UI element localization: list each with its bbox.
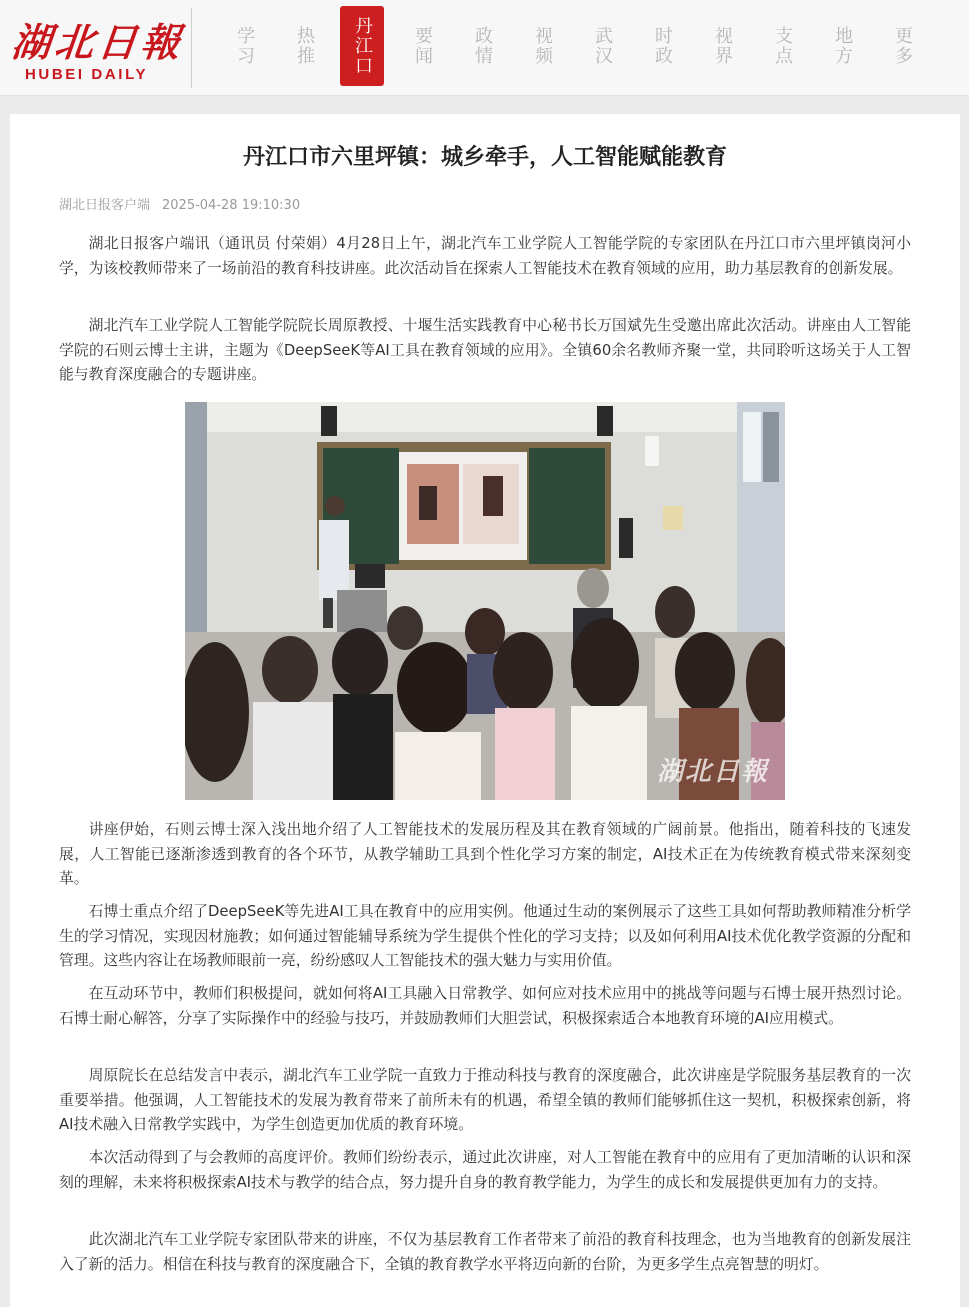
article-paragraph: 讲座伊始，石则云博士深入浅出地介绍了人工智能技术的发展历程及其在教育领域的广阔前景。他指出，随着科技的飞速发展，人工智能已逐渐渗透到教育的各个环节，从教学辅助工具到个性化学习方案的制定，AI技术正在为传统教育模式带来深刻变革。 xyxy=(59,821,911,888)
article-paragraph: 湖北汽车工业学院人工智能学院院长周原教授、十堰生活实践教育中心秘书长万国斌先生受邀出席此次活动。讲座由人工智能学院的石则云博士主讲，主题为《DeepSeeK等AI工具在教育领域的应用》。全镇60余名教师齐聚一堂，共同聆听这场关于人工智能与教育深度融合的专题讲座。 xyxy=(59,317,911,384)
nav-label: 支点 xyxy=(772,26,793,66)
article-meta xyxy=(59,194,300,213)
article-paragraph: 此次湖北汽车工业学院专家团队带来的讲座，不仅为基层教育工作者带来了前沿的教育科技理念，也为当地教育的创新发展注入了新的活力。相信在科技与教育的深度融合下，全镇的教育教学水平将迈向新的台阶，为更多学生点亮智慧的明灯。 xyxy=(59,1231,911,1273)
article-card xyxy=(10,114,960,1307)
article-paragraph: 在互动环节中，教师们积极提问，就如何将AI工具融入日常教学、如何应对技术应用中的挑战等问题与石博士展开热烈讨论。石博士耐心解答，分享了实际操作中的经验与技巧，并鼓励教师们大胆尝试，积极探索适合本地教育环境的AI应用模式。 xyxy=(59,985,911,1027)
logo-english-wordmark: HUBEI DAILY xyxy=(25,66,149,83)
nav-label: 武汉 xyxy=(592,26,613,66)
nav-label: 地方 xyxy=(832,26,853,66)
lecture-scene-illustration xyxy=(185,402,785,800)
nav-label: 要闻 xyxy=(412,26,433,66)
nav-item-study[interactable] xyxy=(222,6,266,86)
site-header xyxy=(0,0,969,96)
nav-item-local[interactable] xyxy=(820,6,864,86)
nav-label: 热推 xyxy=(294,26,315,66)
nav-label: 更多 xyxy=(892,26,913,66)
nav-label: 丹江口 xyxy=(352,16,373,76)
nav-item-current-affairs[interactable] xyxy=(640,6,684,86)
article-paragraph: 石博士重点介绍了DeepSeeK等先进AI工具在教育中的应用实例。他通过生动的案例展示了这些工具如何帮助教师精准分析学生的学习情况，实现因材施教；如何通过智能辅导系统为学生提供个性化的学习支持；以及如何利用AI技术优化教学资源的分配和管理。这些内容让在场教师眼前一亮，纷纷感叹人工智能技术的强大魅力与实用价值。 xyxy=(59,903,911,970)
nav-item-news[interactable] xyxy=(400,6,444,86)
nav-label: 视频 xyxy=(532,26,553,66)
nav-item-politics[interactable] xyxy=(460,6,504,86)
article-paragraph: 周原院长在总结发言中表示，湖北汽车工业学院一直致力于推动科技与教育的深度融合，此次讲座是学院服务基层教育的一次重要举措。他强调，人工智能技术的发展为教育带来了前所未有的机遇，希望全镇的教师们能够抓住这一契机，积极探索创新，将AI技术融入日常教学实践中，为学生创造更加优质的教育环境。 xyxy=(59,1067,911,1134)
nav-item-more[interactable] xyxy=(880,6,924,86)
nav-item-pivot[interactable] xyxy=(760,6,804,86)
logo-chinese-wordmark: 湖北日報 xyxy=(9,20,187,66)
photo-watermark: 湖北日報 xyxy=(656,757,769,787)
site-logo[interactable] xyxy=(9,8,187,88)
nav-item-video[interactable] xyxy=(520,6,564,86)
article-paragraph: 湖北日报客户端讯（通讯员 付荣娟）4月28日上午，湖北汽车工业学院人工智能学院的专家团队在丹江口市六里坪镇岗河小学，为该校教师带来了一场前沿的教育科技讲座。此次活动旨在探索人工智能技术在教育领域的应用，助力基层教育的创新发展。 xyxy=(59,235,911,277)
nav-item-danjiangkou[interactable] xyxy=(340,6,384,86)
nav-label: 时政 xyxy=(652,26,673,66)
nav-item-hot[interactable] xyxy=(282,6,326,86)
article-source: 湖北日报客户端 xyxy=(59,198,151,213)
nav-label: 学习 xyxy=(234,26,255,66)
article-photo-lecture xyxy=(185,402,785,800)
logo-divider xyxy=(191,8,192,88)
nav-label: 视界 xyxy=(712,26,733,66)
nav-item-wuhan[interactable] xyxy=(580,6,624,86)
article-title: 丹江口市六里坪镇：城乡牵手，人工智能赋能教育 xyxy=(242,145,727,170)
article-paragraph: 本次活动得到了与会教师的高度评价。教师们纷纷表示，通过此次讲座，对人工智能在教育中的应用有了更加清晰的认识和深刻的理解，未来将积极探索AI技术与教学的结合点，努力提升自身的教育教学能力，为学生的成长和发展提供更加有力的支持。 xyxy=(59,1149,911,1191)
nav-label: 政情 xyxy=(472,26,493,66)
article-time: 2025-04-28 19:10:30 xyxy=(162,198,301,213)
nav-item-vision[interactable] xyxy=(700,6,744,86)
